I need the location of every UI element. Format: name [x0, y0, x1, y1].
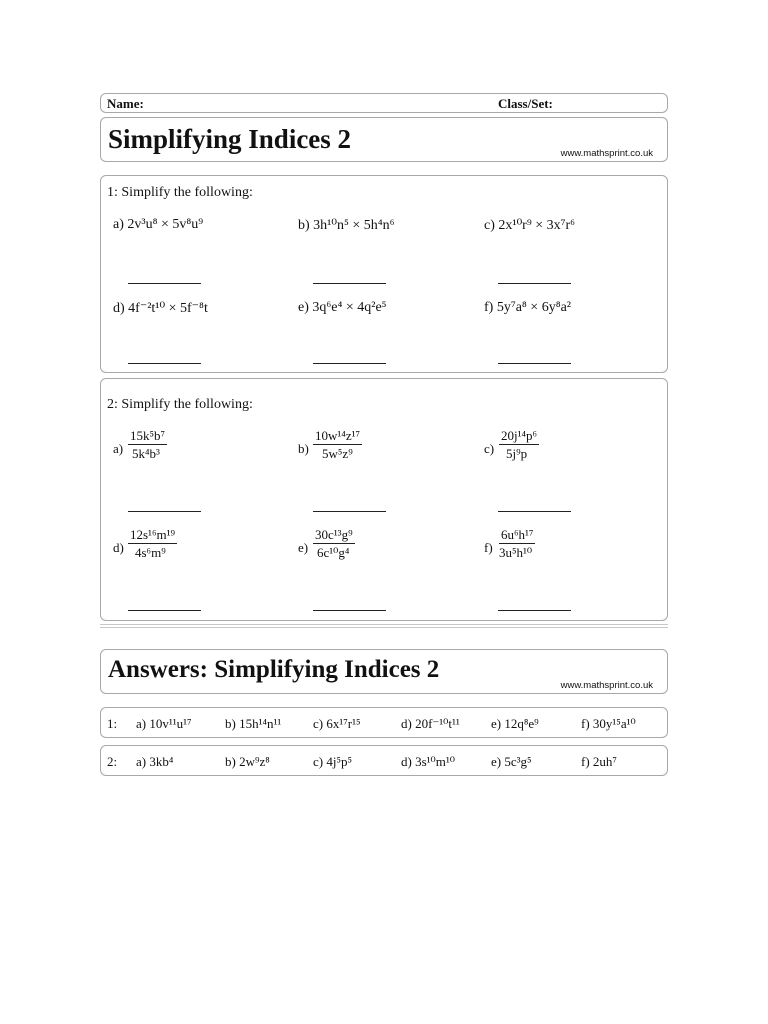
answers-row-label: 2: — [107, 754, 118, 769]
answers-row-label: 1: — [107, 716, 118, 731]
answer-line[interactable] — [498, 610, 571, 611]
answer-item: a) 10v¹¹u¹⁷ — [136, 716, 192, 731]
answer-line[interactable] — [313, 363, 386, 364]
q1-item-b: b) 3h¹⁰n⁵ × 5h⁴n⁶ — [298, 218, 395, 233]
fraction-denominator: 5j⁹p — [506, 446, 528, 461]
q1-item-a: a) 2v³u⁸ × 5v⁸u⁹ — [113, 217, 204, 232]
website-label: www.mathsprint.co.uk — [560, 148, 653, 159]
q1-item-e: e) 3q⁶e⁴ × 4q²e⁵ — [298, 300, 387, 315]
fraction-numerator: 15k⁵b⁷ — [130, 428, 166, 443]
fraction-denominator: 3u⁵h¹⁰ — [499, 545, 533, 560]
answer-item: d) 20f⁻¹⁰t¹¹ — [401, 716, 460, 731]
q1-item-d: d) 4f⁻²t¹⁰ × 5f⁻⁸t — [113, 301, 208, 316]
item-label: f) — [484, 540, 493, 555]
answer-line[interactable] — [313, 511, 386, 512]
answer-item: a) 3kb⁴ — [136, 754, 174, 769]
answer-item: e) 12q⁸e⁹ — [491, 716, 539, 731]
fraction-numerator: 20j¹⁴p⁶ — [501, 428, 538, 443]
answer-line[interactable] — [128, 283, 201, 284]
fraction-denominator: 6c¹⁰g⁴ — [317, 545, 350, 560]
answer-item: f) 2uh⁷ — [581, 754, 617, 769]
fraction-numerator: 10w¹⁴z¹⁷ — [315, 428, 361, 443]
divider — [100, 627, 668, 628]
item-label: b) — [298, 441, 309, 456]
item-label: d) — [113, 540, 124, 555]
answer-line[interactable] — [128, 610, 201, 611]
question-1-heading: 1: Simplify the following: — [107, 185, 253, 200]
fraction-denominator: 4s⁶m⁹ — [135, 545, 166, 560]
question-1-box — [100, 175, 668, 373]
answer-line[interactable] — [128, 363, 201, 364]
answers-title-box — [100, 649, 668, 694]
divider — [100, 624, 668, 625]
name-class-bar — [100, 93, 668, 113]
answer-item: c) 4j⁵p⁵ — [313, 754, 353, 769]
answer-item: c) 6x¹⁷r¹⁵ — [313, 716, 361, 731]
worksheet-title: Simplifying Indices 2 — [108, 124, 352, 154]
answer-line[interactable] — [313, 610, 386, 611]
answer-item: d) 3s¹⁰m¹⁰ — [401, 754, 455, 769]
item-label: c) — [484, 441, 495, 456]
class-set-label: Class/Set: — [498, 96, 553, 111]
item-label: e) — [298, 540, 309, 555]
website-label: www.mathsprint.co.uk — [560, 680, 653, 691]
answer-line[interactable] — [498, 363, 571, 364]
answer-line[interactable] — [498, 283, 571, 284]
question-2-heading: 2: Simplify the following: — [107, 397, 253, 412]
fraction-denominator: 5w⁵z⁹ — [322, 446, 353, 461]
name-label: Name: — [107, 96, 144, 111]
answer-item: f) 30y¹⁵a¹⁰ — [581, 716, 636, 731]
answer-line[interactable] — [128, 511, 201, 512]
answers-row-2 — [100, 745, 668, 776]
fraction-denominator: 5k⁴b³ — [132, 446, 160, 461]
worksheet-title-box — [100, 117, 668, 162]
answer-line[interactable] — [313, 283, 386, 284]
fraction-numerator: 30c¹³g⁹ — [315, 527, 353, 542]
q1-item-f: f) 5y⁷a⁸ × 6y⁸a² — [484, 300, 571, 315]
answers-title: Answers: Simplifying Indices 2 — [108, 656, 440, 683]
fraction-numerator: 6u⁶h¹⁷ — [501, 527, 534, 542]
question-2-box — [100, 378, 668, 621]
answer-item: b) 2w⁹z⁸ — [225, 754, 270, 769]
q1-item-c: c) 2x¹⁰r⁹ × 3x⁷r⁶ — [484, 218, 576, 233]
answer-item: b) 15h¹⁴n¹¹ — [225, 716, 282, 731]
answer-line[interactable] — [498, 511, 571, 512]
answer-item: e) 5c³g⁵ — [491, 754, 532, 769]
item-label: a) — [113, 441, 124, 456]
answers-row-1 — [100, 707, 668, 738]
fraction-numerator: 12s¹⁶m¹⁹ — [130, 527, 176, 542]
